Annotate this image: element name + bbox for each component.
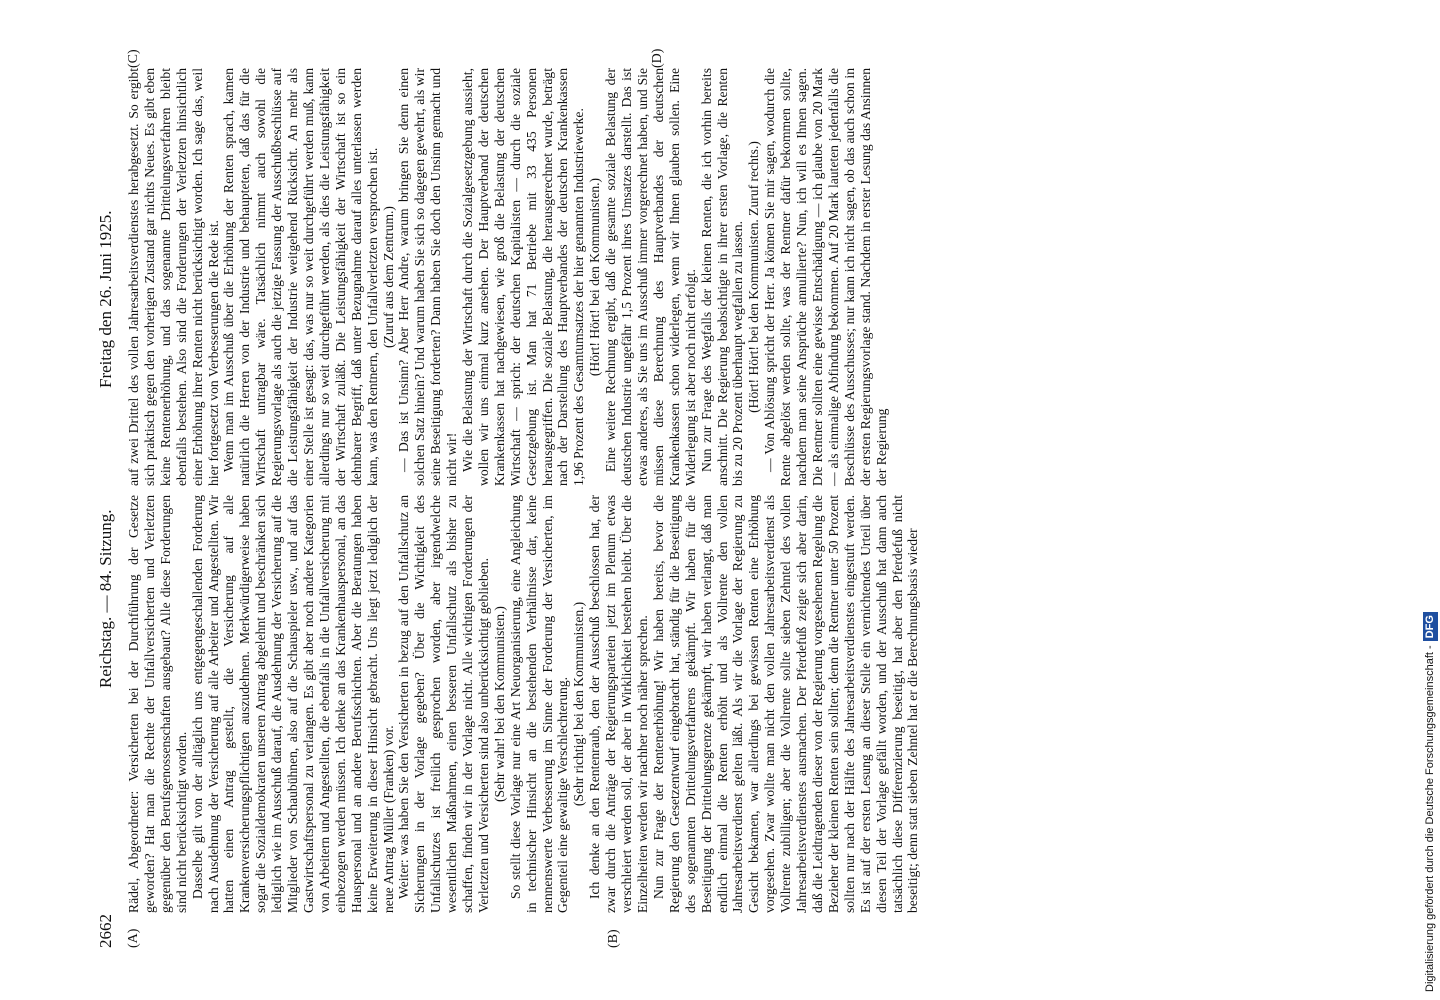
paragraph: auf zwei Drittel des vollen Jahresarbeitsverdienstes herabgesetzt. So ergibt sich praktisch gegen den vorherigen Zustand gar nichts Neues. Es gibt eben keine Rentenerhöhung, und das sogenannte Drittelungsverfahren bleibt ebenfalls bestehen. Also sind die Forderungen der Verletzten hinsichtlich einer Erhöhung ihrer Renten nicht berücksichtigt worden. Ich sage das, weil hier fortgesetzt von Verbesserungen die Rede ist. [126,68,221,486]
digitization-credit [1420,2,1440,992]
paragraph: — Von Ablösung spricht der Herr. Ja können Sie mir sagen, wodurch die Rente abgelöst werden sollte, was der Rentner dafür bekommen sollte, nachdem man seine Ansprüche annullierte? Nun, ich will es Ihnen sagen. Die Rentner sollten eine gewisse Entschädigung — ich glaube von 20 Mark — als einmalige Abfindung bekommen. Auf 20 Mark lauteten jedenfalls die Beschlüsse des Ausschusses; nur kann ich nicht sagen, ob das auch schon in der ersten Regierungsvorlage stand. Nachdem in erster Lesung das Ansinnen der Regierung [762,68,889,486]
margin-mark-d: (D) [650,48,665,68]
paragraph: Dasselbe gilt von der alltäglich uns entgegengeschallenden Forderung nach Ausdehnung der Versicherung auf alle Arbeiter und Angestellten. Wir hatten einen Antrag gestellt, die Versicherung auf alle Krankenversicherungspflichtigen auszudehnen. Merkwürdigerweise haben sogar die Sozialdemokraten unseren Antrag abgelehnt und beschränken sich lediglich wie im Ausschuß darauf, die Ausdehnung der Versicherung auf die Mitglieder von Schaubühnen, also auf die Schauspieler usw., und auf das Gastwirtschaftspersonal zu verlangen. Es gibt aber noch andere Kategorien von Arbeitern und Angestellten, die ebenfalls in die Unfallversicherung mit einbezogen werden müssen. Ich denke an das Krankenhauspersonal, an das Hauspersonal und an andere Berufsschichten. Aber die Beratungen haben keine Erweiterung in dieser Hinsicht gebracht. Uns liegt jetzt lediglich der neue Antrag Müller (Franken) vor. [189,495,396,913]
paragraph: Nun zur Frage des Wegfalls der kleinen Renten, die ich vorhin bereits anschnitt. Die Regierung beabsichtigte in ihrer ersten Vorlage, die Renten bis zu 20 Prozent überhaupt wegfallen zu lassen. [698,68,746,486]
interjection: (Sehr richtig! bei den Kommunisten.) [571,601,587,807]
paragraph: Weiter: was haben Sie den Versicherten in bezug auf den Unfallschutz an Sicherungen in der Vorlage gegeben? Über die Wichtigkeit des Unfallschutzes ist freilich gesprochen worden, aber irgendwelche wesentlichen Maßnahmen, einen besseren Unfallschutz als bisher zu schaffen, finden wir in der Vorlage nicht. Alle wichtigen Forderungen der Verletzten und Versicherten sind also unberücksichtigt geblieben. [396,495,491,913]
paragraph: So stellt diese Vorlage nur eine Art Neuorganisierung, eine Angleichung in technischer Hinsicht an die bestehenden Verhältnisse dar, keine nennenswerte Verbesserung im Sinne der Forderung der Versicherten, im Gegenteil eine gewaltige Verschlechterung. [507,495,571,913]
dfg-logo: DFG [1423,612,1438,641]
margin-mark-c: (C) [126,49,141,68]
credit-text: Digitalisierung gefördert durch die Deutsche Forschungsgemeinschaft - [1424,645,1436,992]
right-column [126,68,890,486]
margin-mark-b: (B) [606,929,621,948]
rotated-page [90,48,1335,948]
page-number: 2662 [96,914,115,948]
paragraph: — Das ist Unsinn? Aber Herr Andre, warum bringen Sie denn einen solchen Satz hinein? Und warum haben Sie sich so dagegen gewehrt, als wir seine Beseitigung forderten? Dann haben Sie doch den Unsinn gemacht und nicht wir! [396,68,460,486]
interjection: (Hört! Hört! bei den Kommunisten.) [587,177,603,377]
paragraph: Rädel, Abgeordneter: Versicherten bei der Durchführung der Gesetze geworden? Hat man die Rechte der Unfallversicherten und Verletzten gegenüber den Berufsgenossenschaften ausgebaut? Alle diese Forderungen sind nicht berücksichtigt worden. [126,495,189,913]
page-title: Reichstag. — 84. Sitzung. [96,509,115,688]
paragraph: Wie die Belastung der Wirtschaft durch die Sozialgesetzgebung aussieht, wollen wir uns einmal kurz ansehen. Der Hauptverband der deutschen Krankenkassen hat nachgewiesen, wie groß die Belastung der deutschen Wirtschaft — sprich: der deutschen Kapitalisten — durch die soziale Gesetzgebung ist. Man hat 71 Betriebe mit 33 435 Personen herausgegriffen. Die soziale Belastung, die herausgerechnet wurde, beträgt nach der Darstellung des Hauptverbandes der deutschen Krankenkassen 1,96 Prozent des Gesamtumsatzes der hier genannten Industriewerke. [460,68,587,486]
paragraph: Ich denke an den Rentenraub, den der Ausschuß beschlossen hat, der zwar durch die Anträge der Regierungsparteien jetzt im Plenum etwas verschleiert werden soll, der aber in Wirklichkeit bestehen bleibt. Über die Einzelheiten werden wir nachher noch näher sprechen. [587,495,650,913]
session-date: Freitag den 26. Juni 1925. [96,210,115,388]
margin-mark-a: (A) [126,928,141,948]
paragraph: Wenn man im Ausschuß über die Erhöhung der Renten sprach, kamen natürlich die Herren von der Industrie und behaupteten, daß das für die Wirtschaft untragbar wäre. Tatsächlich nimmt auch sowohl die Regierungsvorlage als auch die jetzige Fassung der Ausschußbeschlüsse auf die Leistungsfähigkeit der Industrie weitgehend Rücksicht. An mehr als einer Stelle ist gesagt: das, was nur so weit durchgeführt werden muß, kann allerdings nur so weit durchgeführt werden, als dies die Leistungsfähigkeit der Wirtschaft zuläßt. Die Leistungsfähigkeit der Wirtschaft ist so ein dehnbarer Begriff, daß unter Bezugnahme darauf alles unterlassen werden kann, was den Rentnern, den Unfallverletzten versprochen ist. [221,68,380,486]
interjection: (Zuruf aus dem Zentrum.) [380,206,396,348]
paragraph: Eine weitere Rechnung ergibt, daß die gesamte soziale Belastung der deutschen Industrie ungefähr 1,5 Prozent ihres Umsatzes darstellt. Das ist etwas anderes, als Sie uns im Ausschuß immer vorgerechnet haben, und Sie müssen diese Berechnung des Hauptverbandes der deutschen Krankenkassen schon widerlegen, wenn wir Ihnen glauben sollen. Eine Widerlegung ist aber noch nicht erfolgt. [603,68,698,486]
interjection: (Hört! Hört! bei den Kommunisten. Zuruf rechts.) [746,141,762,413]
left-column [126,495,921,913]
page-header [90,48,122,948]
paragraph: Nun zur Frage der Rentenerhöhung! Wir haben bereits, bevor die Regierung den Gesetzentwurf eingebracht hat, ständig für die Beseitigung des sogenannten Drittelungsverfahrens gekämpft. Wir haben für die Beseitigung der Drittelungsgrenze gekämpft, wir haben verlangt, daß man endlich einmal die Renten erhöht und als Vollrente den vollen Jahresarbeitsverdienst gelten läßt. Als wir die Vorlage der Regierung zu Gesicht bekamen, war allerdings bei gewissen Renten eine Erhöhung vorgesehen. Zwar wollte man nicht den vollen Jahresarbeitsverdienst als Vollrente zubilligen; aber die Vollrente sollte sieben Zehntel des vollen Jahresarbeitsverdienstes ausmachen. Der Pferdefuß zeigte sich aber darin, daß die Leidtragenden dieser von der Regierung vorgesehenen Regelung die Bezieher der kleinen Renten sein sollten; denn die Rentner unter 50 Prozent sollten nur nach der Hälfte des Jahresarbeitsverdienstes eingestuft werden. Es ist auf der ersten Lesung an dieser Stelle ein vernichtendes Urteil über diesen Teil der Vorlage gefällt worden, und der Ausschuß hat dann auch tatsächlich diese Differenzierung beseitigt, hat aber den Pferdefuß nicht beseitigt; denn statt sieben Zehntel hat er die Berechnungsbasis wieder [650,495,921,913]
interjection: (Sehr wahr! bei den Kommunisten.) [491,606,507,802]
